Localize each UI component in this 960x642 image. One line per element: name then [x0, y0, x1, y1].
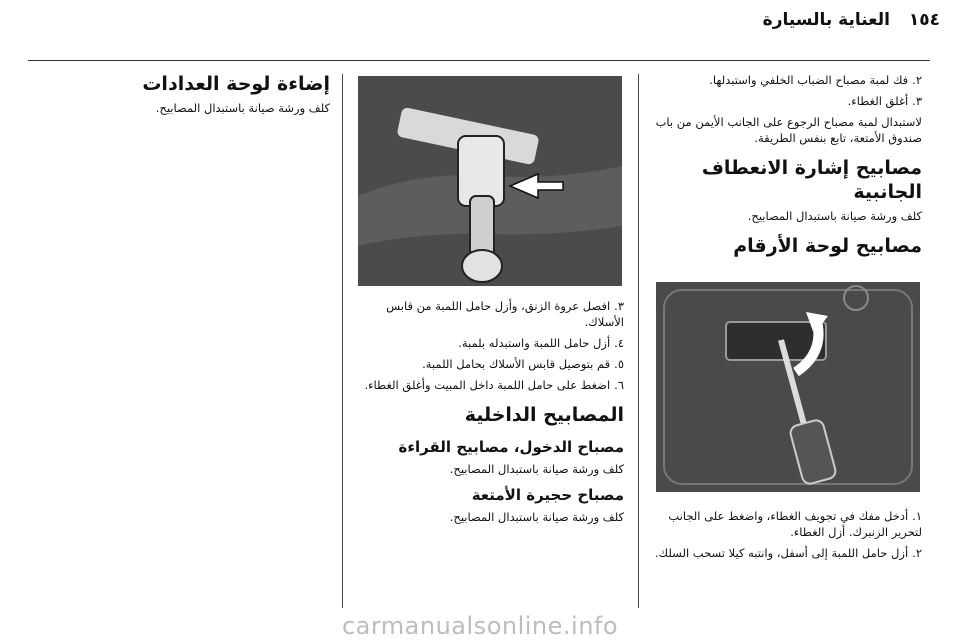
courtesy-reading-text: كلف ورشة صيانة باستبدال المصابيح. — [449, 462, 624, 476]
watermark: carmanualsonline.info — [341, 612, 619, 640]
step-4: ٤.أزل حامل اللمبة واستبدله بلمبة. — [458, 336, 624, 350]
page-header-title: العناية بالسيارة — [762, 10, 890, 30]
step-3: ٣.افصل عروة الزنق، وأزل حامل اللمبة من قابس الأسلاك. — [386, 299, 624, 329]
header-rule — [28, 60, 930, 61]
instrument-lighting-text: كلف ورشة صيانة باستبدال المصابيح. — [155, 101, 330, 115]
heading-courtesy-reading: مصباح الدخول، مصابيح القراءة — [398, 438, 624, 456]
figure-number-plate-light — [656, 282, 920, 492]
heading-number-plate-lights: مصابيح لوحة الأرقام — [733, 235, 922, 257]
middle-column — [354, 298, 624, 531]
column-divider-left — [342, 74, 343, 608]
side-turn-signals-text: كلف ورشة صيانة باستبدال المصابيح. — [747, 209, 922, 223]
heading-instrument-lighting: إضاءة لوحة العدادات — [142, 73, 330, 95]
right-column — [80, 72, 330, 122]
figure-bulb-holder — [358, 76, 622, 286]
step-6: ٦.اضغط على حامل اللمبة داخل المبيت وأغلق الغطاء. — [364, 378, 624, 392]
plate-step-1: ١.أدخل مفك في تجويف الغطاء، واضغط على الجانب لتحرير الزنبرك. أزل الغطاء. — [668, 509, 922, 539]
left-column-steps — [654, 508, 922, 566]
reverse-light-note: لاستبدال لمبة مصباح الرجوع على الجانب الأيمن من باب صندوق الأمتعة، تابع بنفس الطريقة. — [655, 115, 922, 145]
heading-interior-lights: المصابيح الداخلية — [464, 404, 624, 426]
page-number: ١٥٤ — [908, 10, 940, 30]
heading-load-compartment: مصباح حجيرة الأمتعة — [471, 486, 624, 504]
plate-step-2: ٢.أزل حامل اللمبة إلى أسفل، وانتبه كيلا تسحب السلك. — [655, 546, 922, 560]
number-plate-light-illustration — [656, 282, 920, 492]
step-3-close: ٣.أغلق الغطاء. — [847, 94, 922, 108]
heading-side-turn-signals: مصابيح إشارة الانعطاف الجانبية — [701, 157, 922, 203]
step-5: ٥.قم بتوصيل قابس الأسلاك بحامل اللمبة. — [422, 357, 624, 371]
step-2-fog: ٢.فك لمبة مصباح الضباب الخلفي واستبدلها. — [709, 73, 922, 87]
bulb-holder-illustration — [358, 76, 622, 286]
left-column — [654, 72, 922, 268]
load-compartment-text: كلف ورشة صيانة باستبدال المصابيح. — [449, 510, 624, 524]
column-divider-right — [638, 74, 639, 608]
